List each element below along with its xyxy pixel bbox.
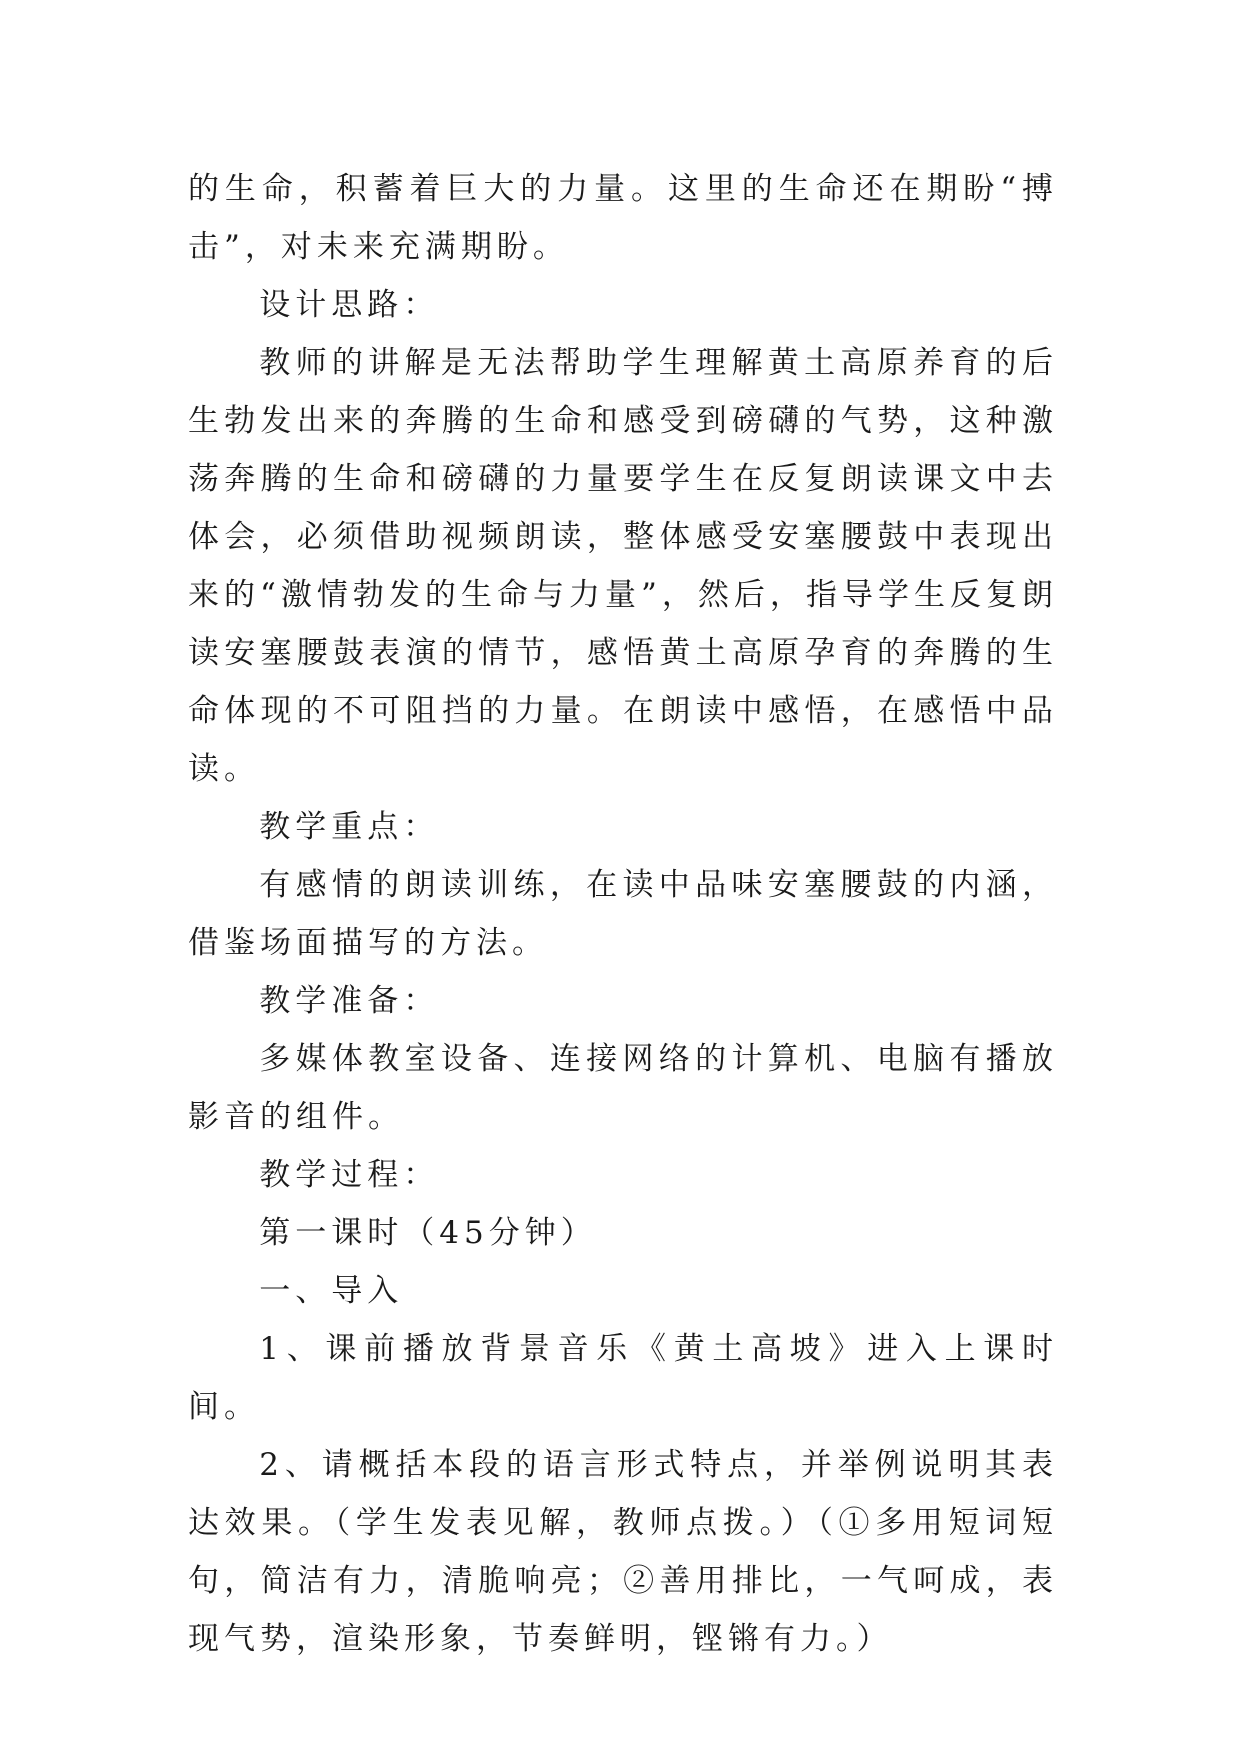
- heading-introduction: 一、导入: [259, 1273, 404, 1309]
- heading-design-idea: 设计思路：: [259, 287, 440, 323]
- heading-teaching-preparation: 教学准备：: [259, 983, 440, 1019]
- paragraph-teaching-preparation: 多媒体教室设备、连接网络的计算机、电脑有播放影音的组件。: [188, 1041, 1058, 1135]
- list-item-2: 2、请概括本段的语言形式特点，并举例说明其表达效果。（学生发表见解，教师点拨。）（①多用短词短句，简洁有力，清脆响亮；②善用排比，一气呵成，表现气势，渲染形象，节奏鲜明，铿锵有力。）: [188, 1447, 1058, 1657]
- paragraph-continuation: 的生命，积蓄着巨大的力量。这里的生命还在期盼“搏击”，对未来充满期盼。: [188, 171, 1058, 265]
- paragraph-teaching-focus: 有感情的朗读训练，在读中品味安塞腰鼓的内涵，借鉴场面描写的方法。: [188, 867, 1058, 961]
- heading-teaching-process: 教学过程：: [259, 1157, 440, 1193]
- heading-first-lesson: 第一课时（45分钟）: [259, 1215, 597, 1251]
- document-body: [188, 160, 1058, 1668]
- paragraph-design-idea: 教师的讲解是无法帮助学生理解黄土高原养育的后生勃发出来的奔腾的生命和感受到磅礴的气势，这种激荡奔腾的生命和磅礴的力量要学生在反复朗读课文中去体会，必须借助视频朗读，整体感受安塞腰鼓中表现出来的“激情勃发的生命与力量”，然后，指导学生反复朗读安塞腰鼓表演的情节，感悟黄土高原孕育的奔腾的生命体现的不可阻挡的力量。在朗读中感悟，在感悟中品读。: [188, 345, 1058, 787]
- list-item-1: 1、课前播放背景音乐《黄土高坡》进入上课时间。: [188, 1331, 1058, 1425]
- heading-teaching-focus: 教学重点：: [259, 809, 440, 845]
